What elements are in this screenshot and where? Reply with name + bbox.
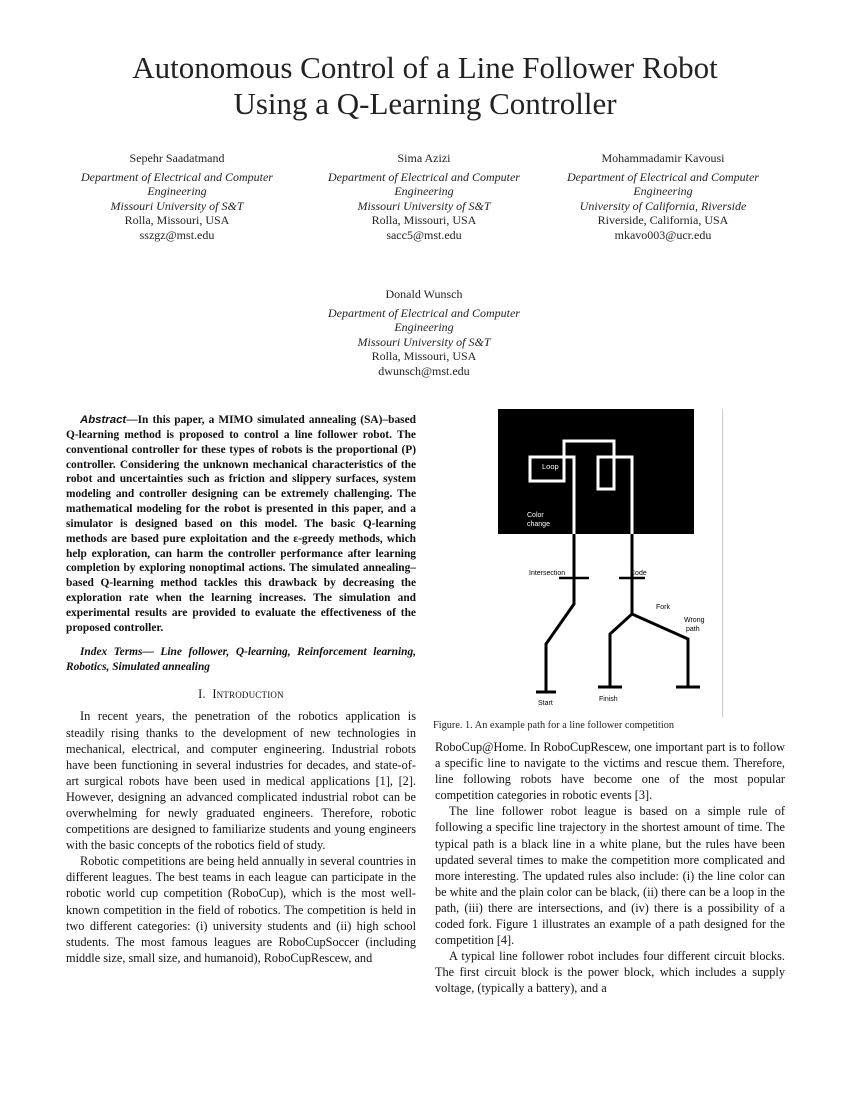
- right-paragraph-3: A typical line follower robot includes four different circuit blocks. The first circuit block is the power block, which includes a supply voltage, (typically a battery), and a: [435, 949, 785, 996]
- author-dept: Department of Electrical and Computer: [328, 169, 520, 184]
- fork-label: Fork: [656, 604, 670, 611]
- author-name: Sima Azizi: [397, 151, 451, 165]
- intro-paragraph-2: Robotic competitions are being held annually in several countries in different leagues. The best teams in each league can participate in the robotic world cup competition (RoboCup), which is the most well-known competition in the field of robotics. The competition is held in two different categories: (i) university students and (ii) high school students. The most famous leagues are RoboCupSoccer (including middle size, small size, and humanoid), RoboCupRescew, and: [66, 854, 416, 965]
- abstract-label: Abstract: [80, 414, 127, 426]
- author-block-3: [543, 151, 783, 243]
- right-paragraph-1: RoboCup@Home. In RoboCupRescew, one important part is to follow a specific line to navigate to the victims and rescue them. Therefore, line following robots have become one of the most popular competition categories in robotic events [3].: [435, 740, 785, 803]
- finish-label: Finish: [599, 696, 618, 703]
- intersection-label: Intersection: [529, 570, 566, 577]
- author-name: Donald Wunsch: [385, 287, 463, 301]
- path-diagram: [498, 409, 722, 717]
- author-name: Mohammadamir Kavousi: [601, 151, 725, 165]
- color-label: Color: [527, 512, 544, 519]
- author-dept: Department of Electrical and Computer: [567, 169, 759, 184]
- author-block-1: [57, 151, 297, 243]
- figure-caption: Figure. 1. An example path for a line follower competition: [433, 720, 675, 731]
- author-name: Sepehr Saadatmand: [129, 151, 225, 165]
- author-city: Rolla, Missouri, USA: [371, 349, 477, 364]
- author-dept: Department of Electrical and Computer: [328, 305, 520, 320]
- author-univ: University of California, Riverside: [579, 198, 747, 213]
- intro-paragraph-1: In recent years, the penetration of the robotics application is steadily rising thanks to the development of new technologies in mechanical, electrical, and computer engineering. Industrial robots have been functioning in several industries for decades, and state-of-art surgical robots have been used in medical applications [1], [2]. However, designing an advanced complicated industrial robot can be overwhelming for newly graduated engineers. Therefore, robotic competitions are designed to familiarize students and young engineers with the basic concepts of the robotics field of study.: [66, 709, 416, 853]
- author-email: sszgz@mst.edu: [139, 227, 215, 242]
- section-heading: [66, 686, 416, 702]
- author-email: mkavo003@ucr.edu: [614, 227, 712, 242]
- abstract-text: —In this paper, a MIMO simulated annealing (SA)–based Q-learning method is proposed to control a line follower robot. The conventional controller for these types of robots is the proportional (P) controller. Considering the unknown mechanical characteristics of the robot and uncertainties such as friction and slippery surfaces, system modeling and controller designing can be extremely challenging. The mathematical modeling for the robot is presented in this paper, and a simulator is designed based on this model. The basic Q-learning methods are based pure exploitation and the ε-greedy methods, which help exploration, can harm the controller performance after learning completion by exploring nonoptimal actions. The simulated annealing–based Q-learning method tackles this drawback by decreasing the exploration rate when the learning increases. The simulation and experimental results are provided to evaluate the effectiveness of the proposed controller.: [66, 414, 416, 634]
- author-univ: Missouri University of S&T: [110, 198, 244, 213]
- wrong-path: [632, 614, 688, 687]
- author-city: Rolla, Missouri, USA: [124, 213, 230, 228]
- section-number: I.: [198, 687, 206, 702]
- figure-line-follower-path: [498, 409, 723, 717]
- change-label: change: [527, 521, 550, 528]
- start-path: [546, 534, 574, 692]
- author-block-2: [304, 151, 544, 243]
- author-univ: Missouri University of S&T: [357, 334, 491, 349]
- right-column: [435, 739, 785, 997]
- finish-path: [610, 534, 632, 687]
- author-email: sacc5@mst.edu: [386, 227, 462, 242]
- author-dept-cont: Engineering: [633, 184, 693, 199]
- index-terms: Index Terms— Line follower, Q-learning, Reinforcement learning, Robotics, Simulated annealing: [66, 645, 416, 673]
- author-dept-cont: Engineering: [147, 184, 207, 199]
- author-city: Rolla, Missouri, USA: [371, 213, 477, 228]
- section-title: Introduction: [212, 687, 284, 702]
- loop-label: Loop: [542, 462, 559, 471]
- author-dept-cont: Engineering: [394, 320, 454, 335]
- author-email: dwunsch@mst.edu: [378, 363, 470, 378]
- author-univ: Missouri University of S&T: [357, 198, 491, 213]
- title-line-1: Autonomous Control of a Line Follower Robot: [132, 50, 718, 85]
- start-label: Start: [538, 700, 553, 707]
- right-paragraph-2: The line follower robot league is based on a simple rule of following a specific line trajectory in the shortest amount of time. The typical path is a black line in a white plane, but the rules have been updated several times to make the competition more complicated and more interesting. The updated rules also include: (i) the line color can be white and the plain color can be black, (ii) there can be a loop in the path, (iii) there are intersections, and (iv) there is a possibility of a coded fork. Figure 1 illustrates an example of a path designed for the competition [4].: [435, 804, 785, 948]
- paper-title: [0, 50, 850, 122]
- author-dept: Department of Electrical and Computer: [81, 169, 273, 184]
- author-block-4: [304, 287, 544, 379]
- abstract: [66, 413, 416, 636]
- wrong-label: Wrong: [684, 617, 705, 624]
- author-dept-cont: Engineering: [394, 184, 454, 199]
- author-city: Riverside, California, USA: [597, 213, 729, 228]
- left-column: [66, 413, 416, 966]
- path-label: path: [686, 626, 700, 633]
- code-label: Code: [630, 570, 647, 577]
- title-line-2: Using a Q-Learning Controller: [233, 86, 617, 121]
